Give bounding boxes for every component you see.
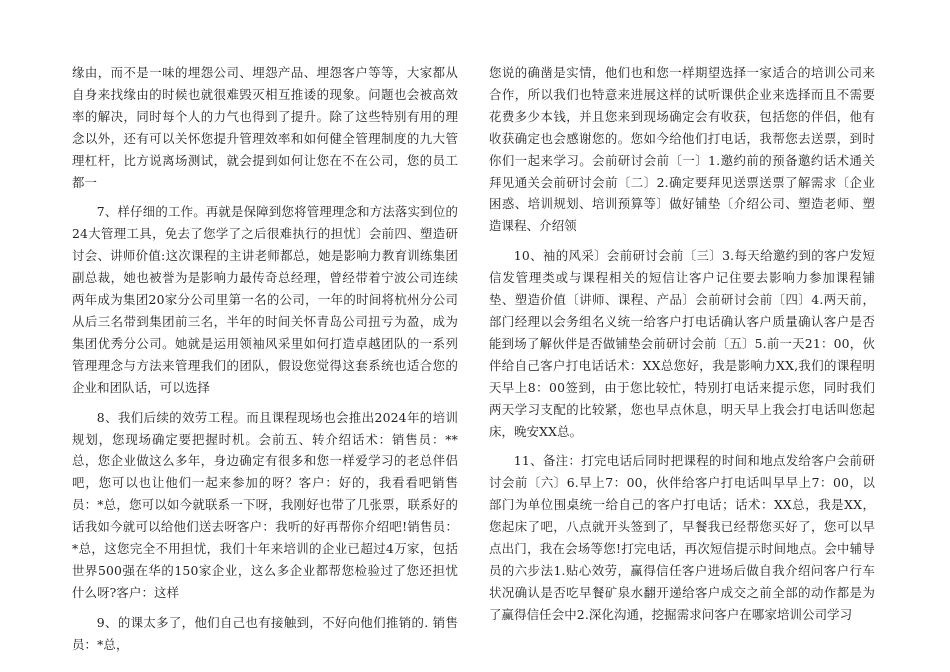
paragraph-left-9: 9、的课太多了，他们自己也有接触到，不好向他们推销的. 销售员：*总， [72, 614, 458, 652]
left-column [72, 62, 458, 664]
paragraph-right-1: 您说的确凿是实情，他们也和您一样期望选择一家适合的培训公司来合作，所以我们也特意来进展这样的试听课供企业来选择而且不需要花费多少本钱，并且您来到现场确定会有收获，包括您的伴侣，他有收获确定也会感谢您的。您如今给他们打电话，我帮您去送票，到时你们一起来学习。会前研讨会前〔一〕1.邀约前的预备邀约话术通关拜见通关会前研讨会前〔二〕2.确定要拜见送票送票了解需求〔企业困惑、培训规划、培训预算等〕做好铺垫〔介绍公司、塑造老师、塑造课程、介绍领 [489, 65, 875, 234]
paragraph-left-7: 7、样仔细的工作。再就是保障到您将管理理念和方法落实到位的24大管理工具，免去了您学了之后很难执行的担忧〕会前四、塑造研讨会、讲师价值:这次课程的主讲老师都总，她是影响力教育训练集团副总裁，她也被誉为是影响力最传奇总经理，曾经带着宁波公司连续两年成为集团20家分公司里第一名的公司，一年的时间将杭州分公司从后三名带到集团前三名，半年的时间关怀青岛公司扭亏为盈，成为集团优秀分公司。她就是运用领袖风采里如何打造卓越团队的一系列管理理念与方法来管理我们的团队，假设您觉得这套系统也适合您的企业和团队话，可以选择 [72, 204, 458, 395]
paragraph-right-11: 11、备注：打完电话后同时把课程的时间和地点发给客户会前研讨会前〔六〕6.早上7：00，伙伴给客户打电话叫早早上7：00，以部门为单位围桌统一给自己的客户打电话；话术：XX总，我是XX，您起床了吧，八点就开头签到了，早餐我已经帮您买好了，您可以早点出门，我在会场等您!打完电话，再次短信提示时间地点。会中辅导员的六步法1.贴心效劳，赢得信任客户进场后做自我介绍问客户行车状况确认是否吃早餐矿泉水翻开递给客户成交之前全部的动作都是为了赢得信任会中2.深化沟通，挖掘需求问客户在哪家培训公司学习 [489, 453, 875, 622]
right-column [489, 62, 875, 634]
paragraph-left-1: 缘由，而不是一味的埋怨公司、埋怨产品、埋怨客户等等，大家都从自身来找缘由的时候也就很难毁灭相互推诿的现象。问题也会被高效率的解决，同时每个人的力气也得到了提升。除了这些特别有用的理念以外，还有可以关怀您提升管理效率和如何健全管理制度的九大管理杠杆，比方说离场测试，就会提到如何让您在不在公司，您的员工都一 [72, 65, 458, 190]
paragraph-right-10: 10、袖的风采〕会前研讨会前〔三〕3.每天给邀约到的客户发短信发管理类或与课程相关的短信让客户记住要去影响力参加课程铺垫、塑造价值〔讲师、课程、产品〕会前研讨会前〔四〕4.两天前，部门经理以会务组名义统一给客户打电话确认客户质量确认客户是否能到场了解伙伴是否做铺垫会前研讨会前〔五〕5.前一天21：00，伙伴给自己客户打电话话术：XX总您好，我是影响力XX,我们的课程明天早上8：00签到，由于您比较忙，特别打电话来提示您，同时我们两天学习支配的比较紧，您也早点休息，明天早上我会打电话叫您起床，晚安XX总。 [489, 248, 875, 439]
paragraph-left-8: 8、我们后续的效劳工程。而且课程现场也会推出2024年的培训规划，您现场确定要把握时机。会前五、转介绍话术：销售员：**总，您企业做这么多年，身边确定有很多和您一样爱学习的老总伴侣吧，您可以也让他们一起来参加的呀？客户：好的，我看看吧销售员：*总，您可以如今就联系一下呀，我刚好也带了几张票，联系好的话我如今就可以给他们送去呀客户：我听的好再帮你介绍吧!销售员：*总，这您完全不用担忧，我们十年来培训的企业已超过4万家，包括世界500强在华的150家企业，这么多企业都帮您检验过了您还担忧什么呀?客户：这样 [72, 409, 458, 600]
